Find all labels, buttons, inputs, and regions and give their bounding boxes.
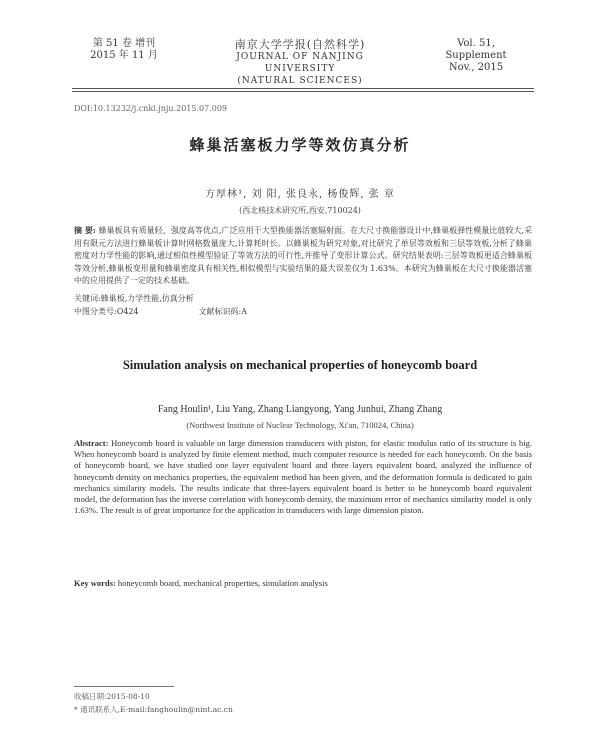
journal-header — [0, 38, 600, 86]
abstract-cn-label: 摘 要: — [74, 225, 96, 235]
doi: DOI:10.13232/j.cnki.jnju.2015.07.009 — [74, 104, 228, 113]
journal-subtitle-en: (NATURAL SCIENCES) — [237, 76, 363, 86]
keywords-en-text: honeycomb board, mechanical properties, simulation analysis — [117, 578, 328, 588]
date-line-en: Nov., 2015 — [448, 62, 504, 73]
abstract-en — [74, 438, 532, 516]
volume-info — [84, 38, 164, 62]
affiliation-en: (Northwest Institute of Nuclear Technology, Xi'an, 710024, China) — [186, 420, 414, 430]
volume-line: 第 51 卷 增刊 — [92, 38, 156, 49]
header-rule-top — [72, 88, 534, 89]
footnote-rule — [74, 686, 174, 687]
classification-cn — [74, 306, 532, 317]
keywords-en-label: Key words: — [74, 578, 116, 588]
journal-title-en: JOURNAL OF NANJING UNIVERSITY — [236, 52, 364, 74]
corresponding-email: * 通讯联系人,E-mail:fanghoulin@nint.ac.cn — [74, 705, 233, 714]
date-line: 2015 年 11 月 — [90, 50, 158, 61]
journal-title-cn: 南京大学学报(自然科学) — [234, 38, 366, 51]
received-date: 收稿日期:2015-08-10 — [74, 692, 150, 701]
abstract-en-text: Honeycomb board is valuable on large dimension transducers with piston, for elastic modulus ratio of its structure is big. When honeycomb board is analyzed by finite element method, much computer resource is needed for each honeycomb. On the basis of honeycomb board, we have studied one layer equivalent board and three layers equivalent board, analyzed the influence of honeycomb density on mechanics properties, the equivalent method has been given, and the deformation formula is dedicated to gain mechanics similarity models. The results indicate that three-layers equivalent board is better to be honeycomb board equivalent model, the deformation has the inverse correlation with honeycomb density, the maximum error of mechanics similarity model is only 1.63%. The result is of great importance for the application in transducers with large dimension piston. — [74, 438, 532, 516]
header-rule-bottom — [72, 91, 534, 92]
volume-line-en: Vol. 51, Supplement — [445, 38, 507, 61]
paper-title-en: Simulation analysis on mechanical properties of honeycomb board — [122, 358, 478, 372]
authors-en: Fang Houlin¹, Liu Yang, Zhang Liangyong, Yang Junhui, Zhang Zhang — [157, 404, 443, 415]
clc-number: 中图分类号:O424 — [74, 307, 139, 316]
journal-title — [210, 38, 390, 87]
document-code: 文献标识码:A — [198, 307, 248, 316]
authors-cn: 方厚林¹, 刘 阳, 张良永, 杨俊辉, 张 章 — [205, 189, 395, 200]
affiliation-cn: (西北核技术研究所,西安,710024) — [239, 206, 361, 215]
keywords-en — [74, 578, 532, 588]
abstract-cn — [74, 224, 532, 288]
abstract-cn-text: 蜂巢板具有质量轻、强度高等优点,广泛应用于大型换能器活塞辐射面。在大尺寸换能器设计中,蜂巢板弹性模量比值较大,采用有限元方法进行蜂巢板计算时网格数量庞大,计算耗时长。以蜂巢板为研究对象,对比研究了单层等效板和三层等效板,分析了蜂巢密度对力学性能的影响,通过相似性模型验证了等效方法的可行性,并推导了变形计算公式。研究结果表明:三层等效板更适合蜂巢板等效分析,蜂巢板变形量和蜂巢密度具有相关性,相似模型与实验结果的最大误差仅为 1.63%。本研究为蜂巢板在大尺寸换能器活塞中的应用提供了一定的技术基础。 — [74, 226, 532, 285]
volume-info-en — [426, 38, 526, 74]
keywords-cn: 关键词:蜂巢板,力学性能,仿真分析 — [74, 294, 194, 303]
paper-title-cn: 蜂巢活塞板力学等效仿真分析 — [189, 136, 411, 154]
abstract-en-label: Abstract: — [74, 438, 109, 448]
